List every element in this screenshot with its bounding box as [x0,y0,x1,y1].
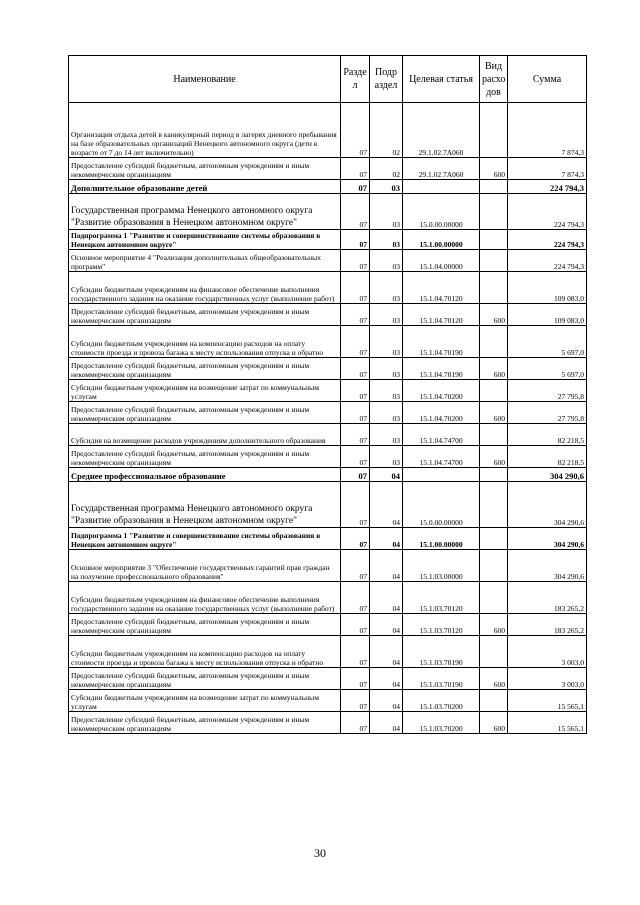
row-podrazdel-cell: 02 [370,103,403,158]
row-name-cell: Государственная программа Ненецкого автономного округа "Развитие образования в Ненецком автономном округе" [69,194,341,230]
row-podrazdel-cell: 03 [370,304,403,326]
row-podrazdel-cell: 03 [370,380,403,402]
row-sum-cell: 5 697,0 [508,326,587,358]
row-podrazdel-cell: 03 [370,194,403,230]
row-sum-cell: 27 795,8 [508,380,587,402]
row-razdel-cell: 07 [341,528,370,550]
row-expense-type-cell: 600 [480,446,508,468]
row-razdel-cell: 07 [341,482,370,528]
row-razdel-cell: 07 [341,636,370,668]
row-name-cell: Предоставление субсидий бюджетным, автономным учреждениям и иным некоммерческим организациям [69,158,341,180]
row-expense-type-cell [480,482,508,528]
row-sum-cell: 224 794,3 [508,250,587,272]
page-number: 30 [314,846,326,860]
row-razdel-cell: 07 [341,550,370,582]
table-row [69,380,587,402]
row-razdel-cell: 07 [341,326,370,358]
row-razdel-cell: 07 [341,194,370,230]
row-target-cell: 15.1.03.70190 [403,636,480,668]
row-target-cell: 15.1.04.00000 [403,250,480,272]
row-sum-cell: 3 003,0 [508,668,587,690]
row-sum-cell: 183 265,2 [508,582,587,614]
row-razdel-cell: 07 [341,402,370,424]
row-expense-type-cell: 600 [480,614,508,636]
row-sum-cell: 109 083,0 [508,304,587,326]
header-name: Наименование [69,56,341,103]
row-podrazdel-cell: 04 [370,690,403,712]
row-target-cell: 29.1.02.7А060 [403,158,480,180]
row-sum-cell: 224 794,3 [508,194,587,230]
row-target-cell [403,180,480,194]
row-razdel-cell: 07 [341,614,370,636]
row-target-cell: 15.1.03.70190 [403,668,480,690]
row-podrazdel-cell: 04 [370,668,403,690]
table-row [69,668,587,690]
row-podrazdel-cell: 03 [370,358,403,380]
row-razdel-cell: 07 [341,712,370,734]
row-name-cell: Основное мероприятие 4 "Реализация дополнительных общеобразовательных программ" [69,250,341,272]
header-podrazdel: Подр аздел [370,56,403,103]
row-expense-type-cell [480,380,508,402]
table-row [69,158,587,180]
table-row [69,326,587,358]
row-target-cell: 15.1.04.70190 [403,326,480,358]
row-expense-type-cell [480,180,508,194]
row-razdel-cell: 07 [341,582,370,614]
row-target-cell: 15.1.03.00000 [403,550,480,582]
row-podrazdel-cell: 04 [370,614,403,636]
row-podrazdel-cell: 04 [370,468,403,482]
row-expense-type-cell: 600 [480,712,508,734]
row-sum-cell: 7 874,3 [508,158,587,180]
row-expense-type-cell [480,250,508,272]
row-expense-type-cell: 600 [480,668,508,690]
row-target-cell: 15.1.04.70200 [403,402,480,424]
row-sum-cell: 304 290,6 [508,482,587,528]
row-name-cell: Предоставление субсидий бюджетным, автономным учреждениям и иным некоммерческим организациям [69,304,341,326]
row-name-cell: Основное мероприятие 3 "Обеспечение государственных гарантий прав граждан на получение профессионального образования" [69,550,341,582]
row-razdel-cell: 07 [341,272,370,304]
table-row [69,250,587,272]
row-name-cell: Субсидии бюджетным учреждениям на возмещение затрат по коммунальным услугам [69,380,341,402]
row-expense-type-cell [480,272,508,304]
table-row [69,446,587,468]
row-podrazdel-cell: 04 [370,636,403,668]
row-name-cell: Государственная программа Ненецкого автономного округа "Развитие образования в Ненецком автономном округе" [69,482,341,528]
table-row [69,550,587,582]
row-razdel-cell: 07 [341,158,370,180]
row-podrazdel-cell: 04 [370,712,403,734]
row-expense-type-cell: 600 [480,304,508,326]
table-header-row [69,56,587,103]
header-sum: Сумма [508,56,587,103]
row-sum-cell: 15 565,1 [508,712,587,734]
row-sum-cell: 7 874,3 [508,103,587,158]
row-podrazdel-cell: 04 [370,582,403,614]
row-target-cell: 15.1.04.70120 [403,304,480,326]
row-razdel-cell: 07 [341,304,370,326]
row-target-cell: 15.0.00.00000 [403,482,480,528]
row-sum-cell: 304 290,6 [508,528,587,550]
row-sum-cell: 3 003,0 [508,636,587,668]
row-expense-type-cell: 600 [480,358,508,380]
row-podrazdel-cell: 03 [370,326,403,358]
table-row [69,103,587,158]
row-expense-type-cell [480,194,508,230]
row-target-cell: 15.1.03.70120 [403,614,480,636]
row-target-cell: 15.1.04.70200 [403,380,480,402]
row-podrazdel-cell: 03 [370,446,403,468]
row-name-cell: Подпрограмма 1 "Развитие и совершенствование системы образования в Ненецком автономном округе" [69,230,341,250]
row-name-cell: Предоставление субсидий бюджетным, автономным учреждениям и иным некоммерческим организациям [69,446,341,468]
row-expense-type-cell: 600 [480,402,508,424]
row-podrazdel-cell: 03 [370,250,403,272]
row-expense-type-cell [480,468,508,482]
row-expense-type-cell [480,326,508,358]
row-name-cell: Субсидии бюджетным учреждениям на компенсацию расходов на оплату стоимости проезда и провоза багажа к месту использования отпуска и обратно [69,326,341,358]
row-podrazdel-cell: 03 [370,272,403,304]
budget-table [68,55,587,734]
table-row [69,482,587,528]
row-sum-cell: 109 083,0 [508,272,587,304]
row-podrazdel-cell: 03 [370,424,403,446]
row-razdel-cell: 07 [341,668,370,690]
table-row [69,402,587,424]
row-podrazdel-cell: 03 [370,230,403,250]
row-sum-cell: 82 218,5 [508,424,587,446]
row-expense-type-cell [480,636,508,668]
row-sum-cell: 304 290,6 [508,550,587,582]
row-expense-type-cell [480,550,508,582]
header-target-article: Целевая статья [403,56,480,103]
row-podrazdel-cell: 04 [370,528,403,550]
row-sum-cell: 5 697,0 [508,358,587,380]
row-name-cell: Дополнительное образование детей [69,180,341,194]
table-row [69,230,587,250]
row-target-cell: 15.1.04.74700 [403,424,480,446]
row-razdel-cell: 07 [341,358,370,380]
row-sum-cell: 15 565,1 [508,690,587,712]
row-sum-cell: 183 265,2 [508,614,587,636]
row-name-cell: Организация отдыха детей в каникулярный период в лагерях дневного пребывания на базе образовательных организаций Ненецкого автономного округа (дети в возрасте от 7 до 14 лет включительно) [69,103,341,158]
table-row [69,712,587,734]
row-target-cell: 29.1.02.7А060 [403,103,480,158]
table-row [69,272,587,304]
table-row [69,582,587,614]
row-expense-type-cell: 600 [480,158,508,180]
row-razdel-cell: 07 [341,380,370,402]
row-target-cell: 15.1.00.00000 [403,230,480,250]
row-name-cell: Субсидия на возмещение расходов учреждениям дополнительного образования [69,424,341,446]
table-row [69,468,587,482]
row-name-cell: Предоставление субсидий бюджетным, автономным учреждениям и иным некоммерческим организациям [69,668,341,690]
table-row [69,528,587,550]
table-row [69,194,587,230]
row-name-cell: Субсидии бюджетным учреждениям на финансовое обеспечение выполнения государственного задания на оказание государственных услуг (выполнение работ) [69,582,341,614]
row-name-cell: Подпрограмма 1 "Развитие и совершенствование системы образования в Ненецком автономном округе" [69,528,341,550]
row-expense-type-cell [480,690,508,712]
row-target-cell: 15.1.03.70200 [403,712,480,734]
row-razdel-cell: 07 [341,230,370,250]
row-podrazdel-cell: 04 [370,482,403,528]
row-expense-type-cell [480,424,508,446]
row-name-cell: Субсидии бюджетным учреждениям на финансовое обеспечение выполнения государственного задания на оказание государственных услуг (выполнение работ) [69,272,341,304]
row-expense-type-cell [480,103,508,158]
row-target-cell: 15.1.04.74700 [403,446,480,468]
row-target-cell: 15.1.04.70190 [403,358,480,380]
row-razdel-cell: 07 [341,180,370,194]
row-podrazdel-cell: 02 [370,158,403,180]
row-name-cell: Субсидии бюджетным учреждениям на компенсацию расходов на оплату стоимости проезда и провоза багажа к месту использования отпуска и обратно [69,636,341,668]
row-sum-cell: 304 290,6 [508,468,587,482]
row-expense-type-cell [480,528,508,550]
table-row [69,180,587,194]
row-expense-type-cell [480,230,508,250]
row-podrazdel-cell: 03 [370,180,403,194]
row-name-cell: Предоставление субсидий бюджетным, автономным учреждениям и иным некоммерческим организациям [69,614,341,636]
row-razdel-cell: 07 [341,103,370,158]
row-razdel-cell: 07 [341,690,370,712]
row-sum-cell: 224 794,3 [508,180,587,194]
row-sum-cell: 224 794,3 [508,230,587,250]
row-razdel-cell: 07 [341,468,370,482]
row-name-cell: Предоставление субсидий бюджетным, автономным учреждениям и иным некоммерческим организациям [69,712,341,734]
row-razdel-cell: 07 [341,250,370,272]
row-target-cell [403,468,480,482]
row-name-cell: Субсидии бюджетным учреждениям на возмещение затрат по коммунальным услугам [69,690,341,712]
row-name-cell: Предоставление субсидий бюджетным, автономным учреждениям и иным некоммерческим организациям [69,402,341,424]
header-razdel: Разде л [341,56,370,103]
table-row [69,614,587,636]
table-row [69,690,587,712]
row-name-cell: Среднее профессиональное образование [69,468,341,482]
row-razdel-cell: 07 [341,424,370,446]
row-podrazdel-cell: 04 [370,550,403,582]
row-podrazdel-cell: 03 [370,402,403,424]
row-target-cell: 15.1.04.70120 [403,272,480,304]
row-target-cell: 15.1.00.00000 [403,528,480,550]
row-target-cell: 15.1.03.70200 [403,690,480,712]
table-row [69,636,587,668]
table-row [69,304,587,326]
table-row [69,424,587,446]
row-razdel-cell: 07 [341,446,370,468]
row-sum-cell: 82 218,5 [508,446,587,468]
row-expense-type-cell [480,582,508,614]
row-target-cell: 15.0.00.00000 [403,194,480,230]
table-row [69,358,587,380]
row-sum-cell: 27 795,8 [508,402,587,424]
row-name-cell: Предоставление субсидий бюджетным, автономным учреждениям и иным некоммерческим организациям [69,358,341,380]
header-expense-type: Вид расхо дов [480,56,508,103]
row-target-cell: 15.1.03.70120 [403,582,480,614]
